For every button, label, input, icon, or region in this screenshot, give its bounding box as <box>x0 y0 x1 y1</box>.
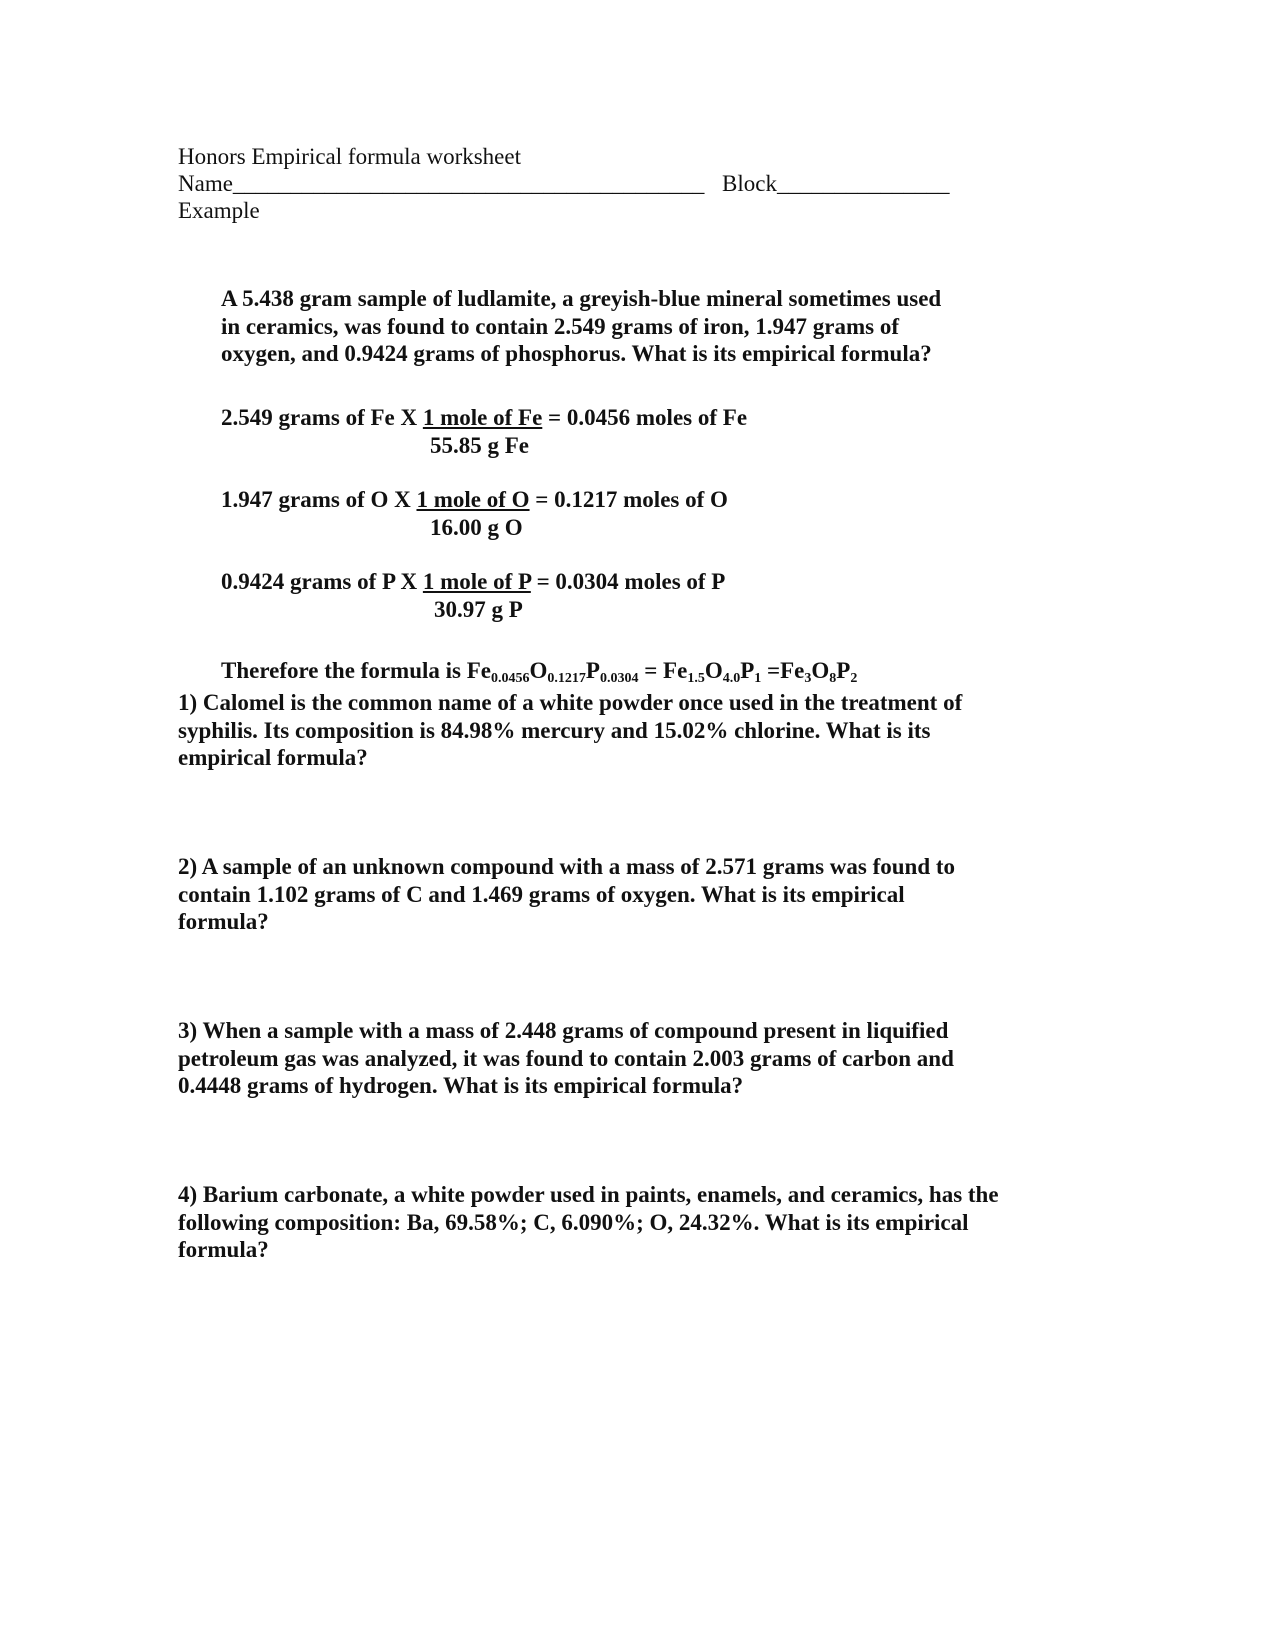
formula-element: O <box>529 658 548 683</box>
formula-subscript: 2 <box>850 671 858 686</box>
formula-subscript: 0.0456 <box>490 671 530 686</box>
question-line: 0.4448 grams of hydrogen. What is its empirical formula? <box>178 1073 744 1098</box>
calc-denominator: 30.97 g P <box>434 597 523 622</box>
formula-subscript: 4.0 <box>722 671 741 686</box>
question-4 <box>178 1181 999 1264</box>
calc-result: = 0.0304 moles of P <box>530 569 726 594</box>
question-line: 1) Calomel is the common name of a white powder once used in the treatment of <box>178 690 963 715</box>
example-line: A 5.438 gram sample of ludlamite, a greyish-blue mineral sometimes used <box>221 286 942 311</box>
calc-denominator: 16.00 g O <box>430 515 523 540</box>
formula-element: Fe <box>780 658 805 683</box>
example-line: oxygen, and 0.9424 grams of phosphorus. What is its empirical formula? <box>221 341 932 366</box>
calc-result: = 0.0456 moles of Fe <box>542 405 748 430</box>
formula-element: P <box>836 658 851 683</box>
formula-equals: = <box>638 658 664 683</box>
formula-element: O <box>704 658 723 683</box>
question-line: following composition: Ba, 69.58%; C, 6.090%; O, 24.32%. What is its empirical <box>178 1209 969 1235</box>
calc-phosphorus <box>221 569 725 595</box>
question-line: syphilis. Its composition is 84.98% mercury and 15.02% chlorine. What is its <box>178 717 931 743</box>
formula-prefix: Therefore the formula is <box>221 658 467 683</box>
formula-subscript: 1.5 <box>687 671 705 686</box>
formula-element: Fe <box>663 658 688 683</box>
question-line: formula? <box>178 1237 269 1262</box>
formula-subscript: 0.1217 <box>547 671 586 686</box>
question-line: contain 1.102 grams of C and 1.469 grams of oxygen. What is its empirical <box>178 881 905 907</box>
calc-numerator: 1 mole of O <box>416 487 530 512</box>
question-3 <box>178 1017 954 1100</box>
formula-subscript: 0.0304 <box>599 671 639 686</box>
calc-denominator: 55.85 g Fe <box>430 433 530 458</box>
formula-subscript: 3 <box>804 671 812 686</box>
question-1 <box>178 689 962 772</box>
calc-iron <box>221 405 747 431</box>
calc-given: 2.549 grams of Fe X <box>221 405 423 430</box>
example-problem <box>221 285 941 368</box>
formula-element: P <box>740 658 755 683</box>
block-field: Block_______________ <box>722 171 950 196</box>
formula-equals: = <box>761 658 781 683</box>
calc-given: 1.947 grams of O X <box>221 487 417 512</box>
question-line: 2) A sample of an unknown compound with a mass of 2.571 grams was found to <box>178 854 956 879</box>
calc-numerator: 1 mole of Fe <box>422 405 543 430</box>
formula-subscript: 8 <box>829 671 837 686</box>
calc-oxygen <box>221 487 728 513</box>
example-line: in ceramics, was found to contain 2.549 grams of iron, 1.947 grams of <box>221 313 900 339</box>
formula-conclusion <box>221 658 857 684</box>
name-field: Name_________________________________________ <box>178 171 705 196</box>
calc-numerator: 1 mole of P <box>422 569 531 594</box>
formula-element: Fe <box>466 658 491 683</box>
question-line: 4) Barium carbonate, a white powder used in paints, enamels, and ceramics, has the <box>178 1182 999 1207</box>
formula-subscript: 1 <box>754 671 762 686</box>
question-line: petroleum gas was analyzed, it was found to contain 2.003 grams of carbon and <box>178 1045 954 1071</box>
question-line: formula? <box>178 909 269 934</box>
formula-element: O <box>811 658 830 683</box>
calc-result: = 0.1217 moles of O <box>529 487 728 512</box>
worksheet-title: Honors Empirical formula worksheet <box>178 144 521 169</box>
question-line: empirical formula? <box>178 745 368 770</box>
formula-element: P <box>585 658 600 683</box>
calc-given: 0.9424 grams of P X <box>221 569 423 594</box>
example-label: Example <box>178 198 260 223</box>
question-line: 3) When a sample with a mass of 2.448 grams of compound present in liquified <box>178 1018 949 1043</box>
question-2 <box>178 853 955 936</box>
